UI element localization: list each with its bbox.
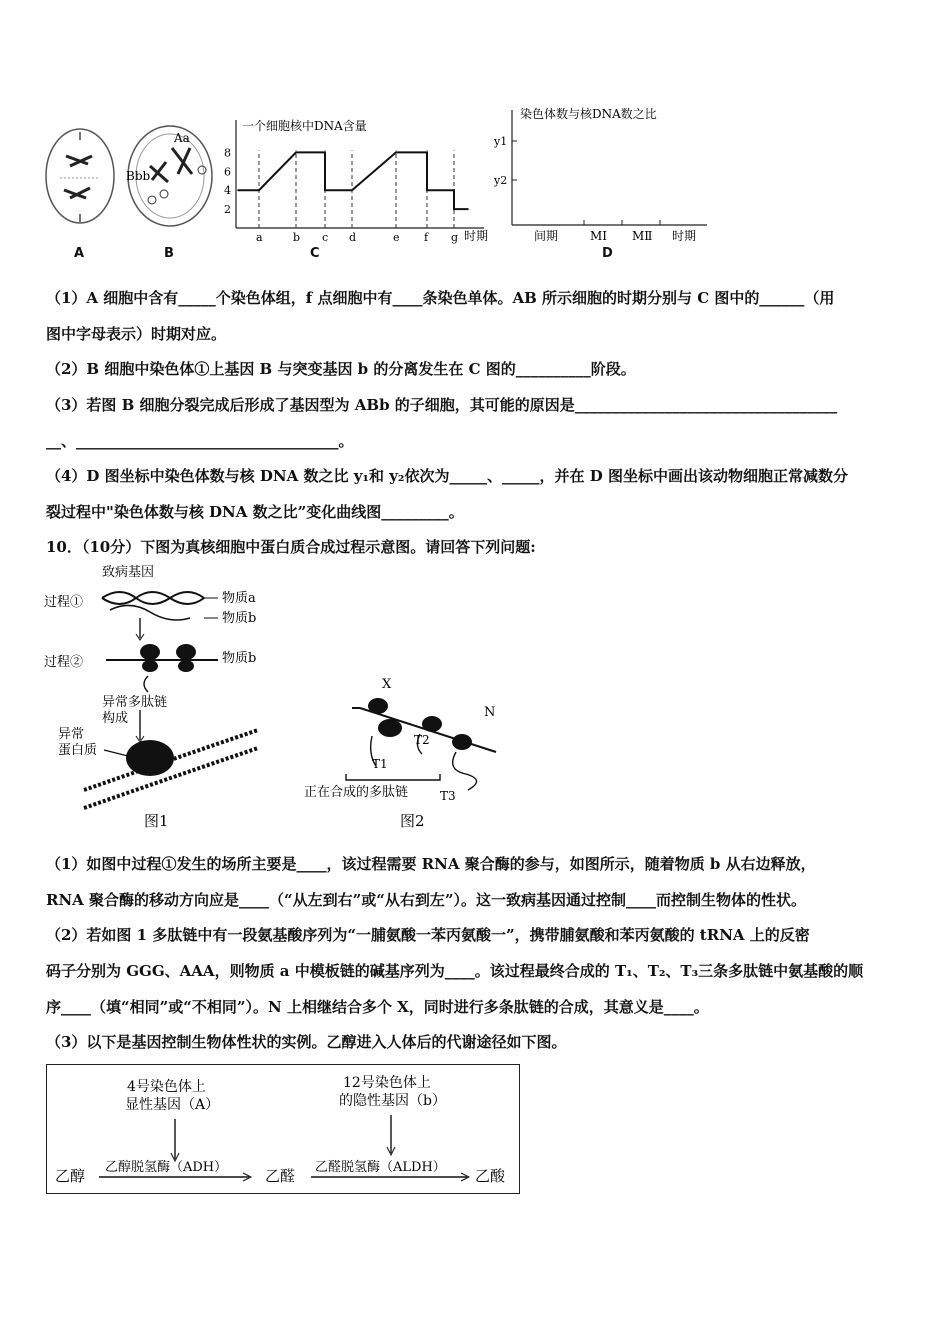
enzyme2-label: 乙醛脱氢酶（ALDH） bbox=[315, 1160, 446, 1175]
figure-2 bbox=[296, 670, 516, 835]
label-b: B bbox=[164, 246, 174, 261]
q9-line-6: （4）D 图坐标中染色体数与核 DNA 数之比 y₁和 y₂依次为_____、_____，并在 D 图坐标中画出该动物细胞正常减数分 bbox=[46, 467, 848, 485]
fig1-process2: 过程② bbox=[44, 655, 84, 670]
cell-membrane bbox=[84, 730, 258, 808]
dna-double-helix bbox=[102, 592, 204, 620]
q9-line-5: __、___________________________________。 bbox=[46, 432, 354, 450]
chart-c-xtick-c: c bbox=[322, 231, 329, 244]
cell-b-genes2: Aa bbox=[174, 131, 190, 145]
q9-line-1: （1）A 细胞中含有_____个染色体组，f 点细胞中有____条染色单体。AB 所示细胞的时期分别与 C 图中的______（用 bbox=[46, 289, 835, 307]
fig2-x-label: X bbox=[382, 677, 392, 692]
gene1-line2: 显性基因（A） bbox=[125, 1097, 220, 1113]
cell-b bbox=[126, 126, 212, 226]
q9-line-4: （3）若图 B 细胞分裂完成后形成了基因型为 ABb 的子细胞，其可能的原因是___________________________________ bbox=[46, 396, 838, 414]
chart-c-ytick-4: 4 bbox=[224, 184, 231, 198]
ethanol-label: 乙醇 bbox=[55, 1167, 86, 1185]
chart-c-title: 一个细胞核中DNA含量 bbox=[242, 119, 367, 133]
q10-line-2: RNA 聚合酶的移动方向应是____（“从左到右”或“从右到左”）。这一致病基因通过控制____而控制生物体的性状。 bbox=[46, 891, 807, 909]
fig1-material-a: 物质a bbox=[222, 591, 256, 606]
fig2-caption: 图2 bbox=[400, 812, 425, 830]
pathway-diagram bbox=[47, 1065, 519, 1193]
chart-d-title: 染色体数与核DNA数之比 bbox=[520, 107, 657, 121]
acetaldehyde-label: 乙醛 bbox=[265, 1167, 296, 1185]
chart-d-x-interphase: 间期 bbox=[534, 229, 559, 243]
chart-c bbox=[222, 110, 502, 245]
fig1-process1: 过程① bbox=[44, 595, 84, 610]
fig2-chain-label: 正在合成的多肽链 bbox=[304, 785, 409, 800]
chart-d bbox=[492, 100, 722, 250]
q10-line-5: 序____（填“相同”或“不相同”）。N 上相继结合多个 X，同时进行多条肽链的合成，其意义是____。 bbox=[46, 998, 709, 1016]
chart-c-ytick-8: 8 bbox=[224, 146, 231, 160]
cell-figures bbox=[40, 118, 230, 268]
gene2-line2: 的隐性基因（b） bbox=[339, 1093, 446, 1109]
q9-line-7: 裂过程中"染色体数与核 DNA 数之比”变化曲线图_________。 bbox=[46, 503, 464, 521]
fig2-n-label: N bbox=[484, 705, 496, 720]
fig1-material-b2: 物质b bbox=[222, 651, 257, 666]
chart-c-series-line bbox=[238, 152, 468, 209]
chart-c-xtick-f: f bbox=[424, 231, 429, 244]
q10-line-3: （2）若如图 1 多肽链中有一段氨基酸序列为“一脯氨酸一苯丙氨酸一”，携带脯氨酸和苯丙氨酸的 tRNA 上的反密 bbox=[46, 926, 810, 944]
cell-b-genes: Bbb bbox=[126, 169, 151, 183]
chart-c-xtick-g: g bbox=[451, 231, 459, 244]
q9-line-2: 图中字母表示）时期对应。 bbox=[46, 325, 227, 343]
gene1-line1: 4号染色体上 bbox=[127, 1079, 206, 1095]
fig1-abnormal-chain: 异常多肽链 bbox=[102, 695, 168, 710]
acetic-acid-label: 乙酸 bbox=[475, 1167, 506, 1185]
ribosome-icon bbox=[140, 644, 196, 672]
chart-c-xtick-b: b bbox=[293, 231, 301, 244]
fig2-t1: T1 bbox=[372, 757, 388, 771]
fig1-abnormal-protein-1: 异常 bbox=[58, 727, 85, 742]
enzyme1-label: 乙醇脱氢酶（ADH） bbox=[105, 1160, 228, 1175]
label-d: D bbox=[602, 246, 613, 261]
fig1-caption: 图1 bbox=[144, 812, 169, 830]
gene2-line1: 12号染色体上 bbox=[343, 1075, 431, 1091]
fig1-gene-label: 致病基因 bbox=[102, 565, 155, 580]
chart-c-xtick-a: a bbox=[256, 231, 263, 244]
chart-c-xlabel: 时期 bbox=[464, 229, 489, 243]
chart-d-x-label: 时期 bbox=[672, 229, 697, 243]
cell-a bbox=[46, 129, 114, 223]
chart-c-ytick-6: 6 bbox=[224, 165, 231, 179]
figure-1 bbox=[40, 560, 290, 835]
fig1-abnormal-protein-2: 蛋白质 bbox=[58, 743, 98, 758]
fig2-t3: T3 bbox=[440, 789, 456, 803]
metabolic-pathway-box bbox=[46, 1064, 520, 1194]
fig2-t2: T2 bbox=[414, 733, 430, 747]
label-c: C bbox=[310, 246, 320, 261]
q10-line-6: （3）以下是基因控制生物体性状的实例。乙醇进入人体后的代谢途径如下图。 bbox=[46, 1033, 567, 1051]
chart-c-xtick-e: e bbox=[393, 231, 400, 244]
chart-d-y1: y1 bbox=[494, 135, 508, 148]
chart-d-y2: y2 bbox=[494, 174, 508, 187]
chart-c-ytick-2: 2 bbox=[224, 203, 231, 217]
label-a: A bbox=[74, 246, 85, 261]
q10-header: 10．（10分）下图为真核细胞中蛋白质合成过程示意图。请回答下列问题: bbox=[46, 538, 536, 556]
q9-line-3: （2）B 细胞中染色体①上基因 B 与突变基因 b 的分离发生在 C 图的__________阶段。 bbox=[46, 360, 636, 378]
abnormal-protein bbox=[126, 740, 174, 776]
chart-c-xtick-d: d bbox=[349, 231, 357, 244]
chart-d-x-m2: MⅡ bbox=[632, 229, 653, 243]
q10-line-4: 码子分别为 GGG、AAA，则物质 a 中模板链的碱基序列为____。该过程最终合成的 T₁、T₂、T₃三条多肽链中氨基酸的顺 bbox=[46, 962, 864, 980]
q10-line-1: （1）如图中过程①发生的场所主要是____，该过程需要 RNA 聚合酶的参与，如图所示，随着物质 b 从右边释放， bbox=[46, 855, 816, 873]
fig1-constitutes: 构成 bbox=[102, 711, 129, 726]
fig1-material-b: 物质b bbox=[222, 611, 257, 626]
chart-d-x-m1: MⅠ bbox=[590, 229, 608, 243]
